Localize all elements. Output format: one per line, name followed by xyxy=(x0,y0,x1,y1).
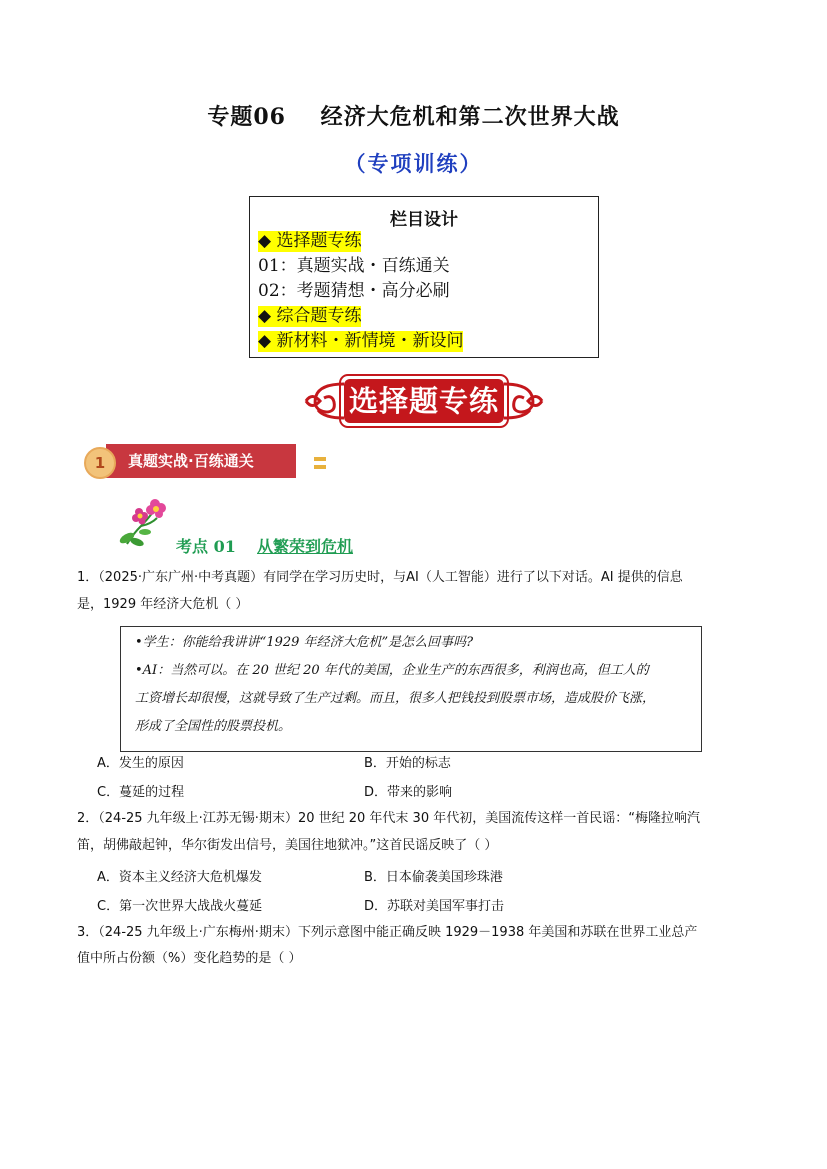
toc-item-new-material: ◆ 新材料・新情境・新设问 xyxy=(258,331,464,351)
toc-box xyxy=(249,196,599,358)
toc-item-real-exam: 01：真题实战・百练通关 xyxy=(258,256,450,276)
question-3-line-2: 值中所占份额（%）变化趋势的是（ ） xyxy=(77,951,302,966)
section-tag xyxy=(84,442,329,482)
exam-point-label: 考点 01 xyxy=(176,537,236,556)
section-banner xyxy=(300,370,548,432)
dialog-line: •AI：当然可以。在 20 世纪 20 年代的美国，企业生产的东西很多，利润也高，但工人的 xyxy=(135,663,649,678)
toc-heading: 栏目设计 xyxy=(390,210,458,230)
toc-item-choice: ◆ 选择题专练 xyxy=(258,231,362,251)
tag-stripe xyxy=(314,457,326,461)
document-subtitle: （专项训练） xyxy=(344,151,483,176)
question-2-line-1: 2．（24-25 九年级上·江苏无锡·期末）20 世纪 20 年代末 30 年代初，美国流传这样一首民谣：“梅隆拉响汽 xyxy=(77,811,700,826)
document-title: 专题06 经济大危机和第二次世界大战 xyxy=(207,104,620,130)
exam-point-topic: 从繁荣到危机 xyxy=(257,537,354,556)
banner-label: 选择题专练 xyxy=(344,379,504,423)
q1-option-c[interactable]: C．蔓延的过程 xyxy=(97,785,185,800)
section-number-badge: 1 xyxy=(84,447,116,479)
toc-item-comprehensive: ◆ 综合题专练 xyxy=(258,306,362,326)
dialog-line: 形成了全国性的股票投机。 xyxy=(135,719,292,734)
q2-option-d[interactable]: D．苏联对美国军事打击 xyxy=(364,899,505,914)
q1-option-b[interactable]: B．开始的标志 xyxy=(364,756,451,771)
question-1-line-2: 是，1929 年经济大危机（ ） xyxy=(77,597,249,612)
q1-option-a[interactable]: A．发生的原因 xyxy=(97,756,184,771)
q1-option-d[interactable]: D．带来的影响 xyxy=(364,785,453,800)
dialog-line: 工资增长却很慢，这就导致了生产过剩。而且，很多人把钱投到股票市场，造成股价飞涨， xyxy=(135,691,656,706)
dialog-line: •学生：你能给我讲讲“1929 年经济大危机”是怎么回事吗? xyxy=(135,635,474,650)
dialog-box xyxy=(120,626,702,752)
toc-item-predict: 02：考题猜想・高分必刷 xyxy=(258,281,450,301)
section-label: 真题实战·百练通关 xyxy=(106,444,296,478)
q2-option-a[interactable]: A．资本主义经济大危机爆发 xyxy=(97,870,262,885)
q2-option-b[interactable]: B．日本偷袭美国珍珠港 xyxy=(364,870,503,885)
question-2-line-2: 笛，胡佛敲起钟，华尔街发出信号，美国往地狱冲。”这首民谣反映了（ ） xyxy=(77,838,498,853)
question-1-line-1: 1．（2025·广东广州·中考真题）有同学在学习历史时，与AI（人工智能）进行了以下对话。AI 提供的信息 xyxy=(77,570,683,585)
q2-option-c[interactable]: C．第一次世界大战战火蔓延 xyxy=(97,899,263,914)
question-3-line-1: 3．（24-25 九年级上·广东梅州·期末）下列示意图中能正确反映 1929－1938 年美国和苏联在世界工业总产 xyxy=(77,925,698,940)
tag-stripe xyxy=(314,465,326,469)
flower-icon xyxy=(115,496,175,548)
